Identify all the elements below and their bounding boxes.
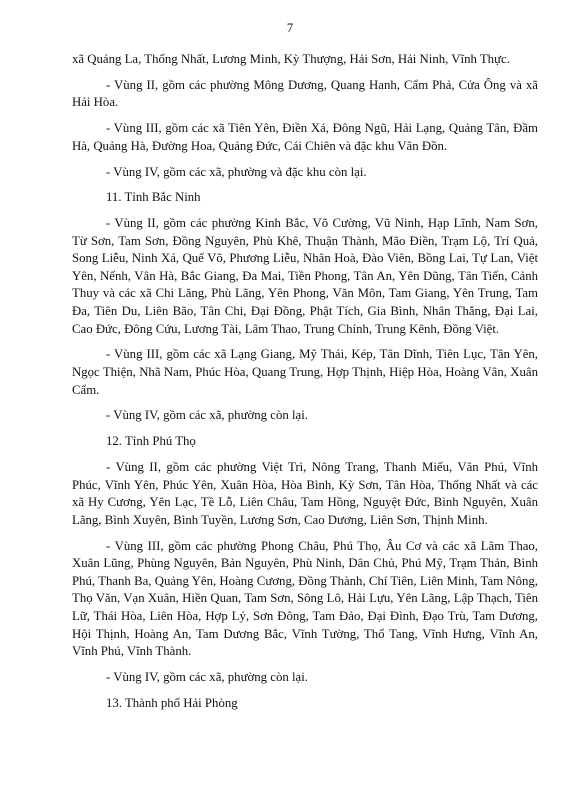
document-body bbox=[72, 51, 538, 720]
paragraph-zone-2: - Vùng II, gồm các phường Việt Trì, Nông Trang, Thanh Miếu, Vân Phú, Vĩnh Phúc, Vĩnh Yên, Phúc Yên, Xuân Hòa, Hòa Bình, Kỳ Sơn, Tân Hòa, Thống Nhất và các xã Hy Cương, Yên Lạc, Tề Lỗ, Liên Châu, Tam Hồng, Nguyệt Đức, Bình Nguyên, Xuân Lãng, Bình Xuyên, Bình Tuyền, Lương Sơn, Cao Dương, Liên Sơn, Thịnh Minh. bbox=[72, 459, 538, 527]
page-number: 7 bbox=[286, 21, 294, 35]
paragraph-zone-4: - Vùng IV, gồm các xã, phường còn lại. bbox=[106, 669, 308, 684]
paragraph-continuation: xã Quảng La, Thống Nhất, Lương Minh, Kỳ Thượng, Hải Sơn, Hải Ninh, Vĩnh Thực. bbox=[72, 52, 510, 66]
section-heading-phu-tho: 12. Tỉnh Phú Thọ bbox=[106, 434, 196, 449]
section-heading-bac-ninh: 11. Tỉnh Bắc Ninh bbox=[106, 190, 201, 205]
section-heading-hai-phong: 13. Thành phố Hải Phòng bbox=[106, 695, 238, 710]
paragraph-zone-3: - Vùng III, gồm các phường Phong Châu, Phú Thọ, Âu Cơ và các xã Lâm Thao, Xuân Lũng, Phùng Nguyên, Bản Nguyên, Phù Ninh, Dân Chủ, Phú Mỹ, Trạm Thản, Bình Phú, Thanh Ba, Quảng Yên, Hoàng Cương, Đồng Thành, Chí Tiên, Liên Minh, Tam Nông, Thọ Văn, Vạn Xuân, Hiền Quan, Tam Sơn, Sông Lô, Hải Lựu, Yên Lãng, Lập Thạch, Tiên Lữ, Thái Hòa, Liên Hòa, Hợp Lý, Sơn Đông, Tam Đảo, Đại Đình, Đạo Trù, Tam Dương, Hội Thịnh, Hoàng An, Tam Dương Bắc, Vĩnh Tường, Thổ Tang, Vĩnh Hưng, Vĩnh An, Vĩnh Phú, Vĩnh Thành. bbox=[72, 538, 538, 659]
paragraph-zone-2: - Vùng II, gồm các phường Kinh Bắc, Võ Cường, Vũ Ninh, Hạp Lĩnh, Nam Sơn, Từ Sơn, Tam Sơn, Đồng Nguyên, Phù Khê, Thuận Thành, Mão Điền, Trạm Lộ, Trí Quả, Song Liễu, Ninh Xá, Quế Võ, Phương Liễu, Nhân Hoà, Đào Viên, Bồng Lai, Tự Lan, Việt Yên, Nếnh, Vân Hà, Bắc Giang, Đa Mai, Tiền Phong, Tân An, Yên Dũng, Tân Tiến, Cảnh Thuy và các xã Chi Lăng, Phù Lãng, Yên Phong, Văn Môn, Tam Giang, Yên Trung, Tam Đa, Tiên Du, Liên Bão, Tân Chi, Đại Đồng, Phật Tích, Gia Bình, Nhân Thắng, Đại Lai, Cao Đức, Đông Cứu, Lương Tài, Lâm Thao, Trung Chính, Trung Kênh, Đồng Việt. bbox=[72, 216, 538, 336]
paragraph-zone-3: - Vùng III, gồm các xã Lạng Giang, Mỹ Thái, Kép, Tân Dĩnh, Tiên Lục, Tân Yên, Ngọc Thiện, Nhã Nam, Phúc Hòa, Quang Trung, Hợp Thịnh, Hiệp Hòa, Hoàng Vân, Xuân Cẩm. bbox=[72, 347, 538, 397]
paragraph-zone-3: - Vùng III, gồm các xã Tiên Yên, Điền Xá, Đông Ngũ, Hải Lạng, Quảng Tân, Đầm Hà, Quảng Hà, Đường Hoa, Quảng Đức, Cái Chiên và đặc khu Vân Đồn. bbox=[72, 121, 538, 153]
paragraph-zone-4: - Vùng IV, gồm các xã, phường còn lại. bbox=[106, 408, 308, 423]
paragraph-zone-4: - Vùng IV, gồm các xã, phường và đặc khu còn lại. bbox=[106, 164, 367, 179]
paragraph-zone-2: - Vùng II, gồm các phường Mông Dương, Quang Hanh, Cẩm Phả, Cửa Ông và xã Hải Hòa. bbox=[72, 77, 538, 110]
